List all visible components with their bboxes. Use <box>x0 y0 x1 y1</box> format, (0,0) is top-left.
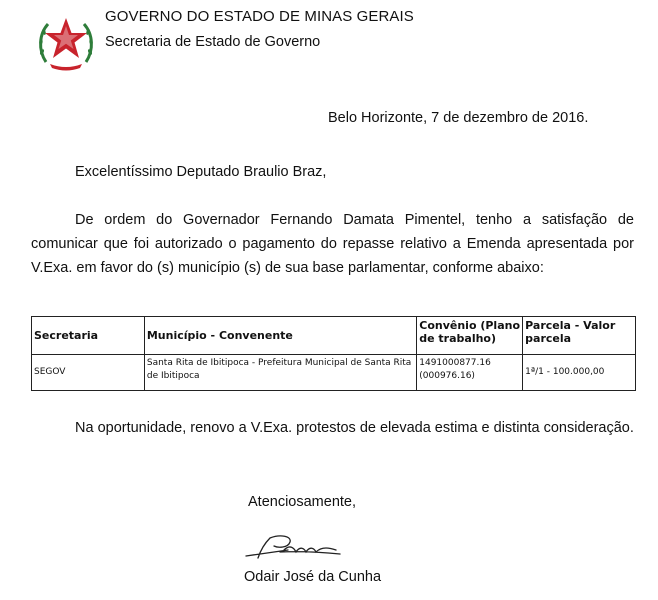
table-row <box>32 355 636 391</box>
letter-date: Belo Horizonte, 7 de dezembro de 2016. <box>328 110 589 126</box>
cell-parcela: 1ª/1 - 100.000,00 <box>523 355 636 391</box>
letter-paragraph-2 <box>31 416 634 440</box>
repasse-table <box>31 316 636 391</box>
header-municipio: Município - Convenente <box>144 317 416 355</box>
cell-convenio: 1491000877.16 (000976.16) <box>417 355 523 391</box>
letter-signer: Odair José da Cunha <box>244 569 382 585</box>
letter-paragraph-1 <box>31 208 634 280</box>
header-convenio: Convênio (Plano de trabalho) <box>417 317 523 355</box>
letter-paragraph-1-text: De ordem do Governador Fernando Damata Pimentel, tenho a satisfação de comunicar que foi autorizado o pagamento do repasse relativo a Emenda apresentada por V.Exa. em favor do (s) município (s) de sua base parlamentar, conforme abaixo: <box>31 212 634 276</box>
letterhead-government: GOVERNO DO ESTADO DE MINAS GERAIS <box>105 8 414 25</box>
letter-paragraph-2-text: Na oportunidade, renovo a V.Exa. protestos de elevada estima e distinta consideração. <box>75 420 634 436</box>
letter-salutation: Excelentíssimo Deputado Braulio Braz, <box>75 164 327 180</box>
header-secretaria: Secretaria <box>32 317 145 355</box>
handwritten-signature-icon <box>240 530 360 560</box>
state-coat-of-arms-icon <box>36 12 96 72</box>
header-parcela: Parcela - Valor parcela <box>523 317 636 355</box>
letter-closing: Atenciosamente, <box>248 494 357 510</box>
table-header-row <box>32 317 636 355</box>
cell-municipio: Santa Rita de Ibitipoca - Prefeitura Municipal de Santa Rita de Ibitipoca <box>144 355 416 391</box>
letterhead-secretariat: Secretaria de Estado de Governo <box>105 34 321 50</box>
cell-secretaria: SEGOV <box>32 355 145 391</box>
